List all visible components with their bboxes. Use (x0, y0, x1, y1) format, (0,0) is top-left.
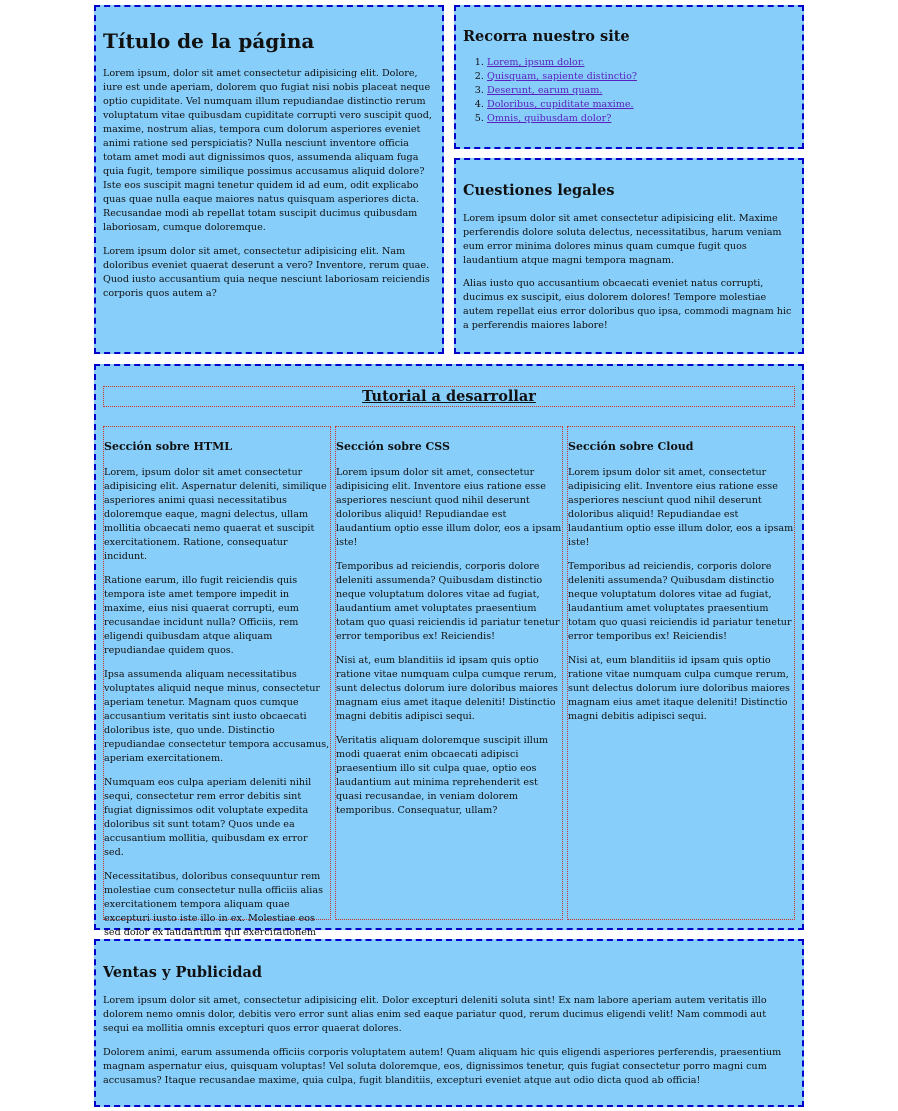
tutorial-title: Tutorial a desarrollar (103, 386, 795, 407)
nav-item (487, 70, 795, 84)
cloud-paragraph: Lorem ipsum dolor sit amet, consectetur adipisicing elit. Inventore eius ratione esse asperiores nesciunt quod nihil deserunt doloribus aliquid! Repudiandae est laudantium optio esse illum dolor, eos a ipsam iste! (568, 467, 794, 548)
css-paragraph: Temporibus ad reiciendis, corporis dolore deleniti assumenda? Quibusdam distinctio neque voluptatum dolores vitae ad fugiat, laudantium amet voluptates praesentium totam quo quasi reiciendis id pariatur tenetur error temporibus ex! Reiciendis! (336, 561, 560, 642)
css-section (335, 426, 563, 920)
cloud-section (567, 426, 795, 920)
nav-link-2[interactable]: Quisquam, sapiente distinctio? (487, 71, 638, 82)
nav-link-5[interactable]: Omnis, quibusdam dolor? (487, 113, 612, 124)
legal-section (454, 158, 804, 354)
css-paragraph: Nisi at, eum blanditiis id ipsam quis optio ratione vitae numquam culpa cumque rerum, sunt delectus dolorum iure doloribus maiores magnam eius amet itaque deleniti! Distinctio magni debitis adipisci sequi. (336, 655, 558, 722)
html-paragraph: Lorem, ipsum dolor sit amet consectetur adipisicing elit. Aspernatur deleniti, similique asperiores animi quasi necessitatibus doloremque eaque, magni delectus, ullam mollitia obcaecati nemo quaerat et suscipit exercitationem. Ratione, consequatur incidunt. (104, 467, 327, 562)
header-paragraph: Lorem ipsum dolor sit amet, consectetur adipisicing elit. Nam doloribus eveniet quaerat deserunt a vero? Inventore, rerum quae. Quod iusto accusantium quia neque nesciunt laboriosam reiciendis corporis quos autem a? (103, 246, 430, 299)
nav-link-1[interactable]: Lorem, ipsum dolor. (487, 57, 585, 68)
ads-title: Ventas y Publicidad (103, 964, 263, 981)
html-section (103, 426, 331, 938)
ads-paragraph: Lorem ipsum dolor sit amet, consectetur adipisicing elit. Dolor excepturi deleniti soluta sint! Ex nam labore aperiam autem veritatis illo dolorem nemo omnis dolor, debitis vero error sunt alias enim sed eaque pariatur quod, rerum ducimus eligendi velit! Nam commodi aut sequi ea mollitia omnis excepturi quos error quaerat dolores. (103, 995, 767, 1034)
nav-section (454, 5, 804, 149)
nav-link-3[interactable]: Deserunt, earum quam. (487, 85, 603, 96)
ads-section (94, 939, 804, 1107)
tutorial-section (94, 364, 804, 938)
nav-link-4[interactable]: Doloribus, cupiditate maxime. (487, 99, 634, 110)
legal-paragraph: Lorem ipsum dolor sit amet consectetur adipisicing elit. Maxime perferendis dolore soluta delectus, necessitatibus, harum veniam eum error minima dolores minus quam cumque fugit quos laudantium atque magni tempora magnam. (463, 213, 782, 266)
page-title: Título de la página (103, 29, 315, 53)
legal-paragraph: Alias iusto quo accusantium obcaecati eveniet natus corrupti, ducimus ex suscipit, eius dolorem dolores! Tempore molestiae autem repellat eius error doloribus quo ipsa, commodi magnam hic a perferendis maiores labore! (463, 278, 792, 331)
css-paragraph: Veritatis aliquam doloremque suscipit illum modi quaerat enim obcaecati adipisci praesentium illo sit culpa quae, optio eos laudantium aut minima reprehenderit est quasi recusandae, in veniam dolorem temporibus. Consequatur, ullam? (336, 735, 549, 816)
nav-item (487, 98, 795, 112)
cloud-section-title: Sección sobre Cloud (568, 440, 694, 453)
tutorial-columns (103, 426, 795, 938)
nav-list (463, 56, 795, 126)
html-paragraph: Ratione earum, illo fugit reiciendis quis tempora iste amet tempore impedit in maxime, eius nisi quaerat corrupti, eum recusandae incidunt nulla? Officiis, rem eligendi quibusdam atque aliquam repudiandae quidem quos. (104, 575, 299, 656)
nav-item (487, 112, 795, 126)
nav-item (487, 84, 795, 98)
nav-title: Recorra nuestro site (463, 28, 630, 45)
ads-paragraph: Dolorem animi, earum assumenda officiis corporis voluptatem autem! Quam aliquam hic quis eligendi asperiores perferendis, praesentium magnam aspernatur eius, quisquam voluptas! Vel soluta doloremque, eos, dignissimos tenetur, quis fugiat consectetur porro magni cum accusamus? Itaque recusandae maxime, quia culpa, fugit blanditiis, excepturi eveniet atque aut odio dicta quod ab officia! (103, 1047, 782, 1086)
cloud-paragraph: Nisi at, eum blanditiis id ipsam quis optio ratione vitae numquam culpa cumque rerum, sunt delectus dolorum iure doloribus maiores magnam eius amet itaque deleniti! Distinctio magni debitis adipisci sequi. (568, 655, 790, 722)
css-paragraph: Lorem ipsum dolor sit amet, consectetur adipisicing elit. Inventore eius ratione esse asperiores nesciunt quod nihil deserunt doloribus aliquid! Repudiandae est laudantium optio esse illum dolor, eos a ipsam iste! (336, 467, 562, 548)
header-paragraph: Lorem ipsum, dolor sit amet consectetur adipisicing elit. Dolore, iure est unde aperiam, dolorem quo fugiat nisi nobis placeat neque optio cupiditate. Vel numquam illum repudiandae distinctio rerum voluptatum vitae quibusdam cupiditate corrupti vero suscipit quod, maxime, nostrum alias, tempora cum dolorum asperiores eveniet animi ratione sed perspiciatis? Nulla nesciunt inventore officia totam amet modi aut dignissimos quos, assumenda aliquam fuga quia fugit, tempore similique possimus accusamus aliquid dolore? Iste eos suscipit magni tenetur quidem id ad eum, odit explicabo quas quae nulla eaque maiores natus quisquam asperiores dicta. Recusandae modi ab repellat totam suscipit ducimus quibusdam laboriosam, cumque doloremque. (103, 68, 432, 233)
html-paragraph: Necessitatibus, doloribus consequuntur rem molestiae cum consectetur nulla officiis alias exercitationem tempora aliquam quae excepturi iusto iste illo in ex. Molestiae eos sed dolor ex laudantium qui exercitationem (104, 871, 324, 938)
html-section-title: Sección sobre HTML (104, 440, 233, 453)
legal-title: Cuestiones legales (463, 182, 615, 199)
cloud-paragraph: Temporibus ad reiciendis, corporis dolore deleniti assumenda? Quibusdam distinctio neque voluptatum dolores vitae ad fugiat, laudantium amet voluptates praesentium totam quo quasi reiciendis id pariatur tenetur error temporibus ex! Reiciendis! (568, 561, 792, 642)
html-paragraph: Ipsa assumenda aliquam necessitatibus voluptates aliquid neque minus, consectetur aperiam tenetur. Magnam quos cumque accusantium veritatis sint iusto obcaecati doloribus iste, quo unde. Distinctio repudiandae consectetur tempora accusamus, aperiam exercitationem. (104, 669, 330, 764)
css-section-title: Sección sobre CSS (336, 440, 450, 453)
html-paragraph: Numquam eos culpa aperiam deleniti nihil sequi, consectetur rem error debitis sint fugiat dignissimos odit voluptate expedita doloribus sit sunt totam? Quos unde ea accusantium mollitia, quibusdam ex error sed. (104, 777, 312, 858)
header-section (94, 5, 444, 354)
nav-item (487, 56, 795, 70)
